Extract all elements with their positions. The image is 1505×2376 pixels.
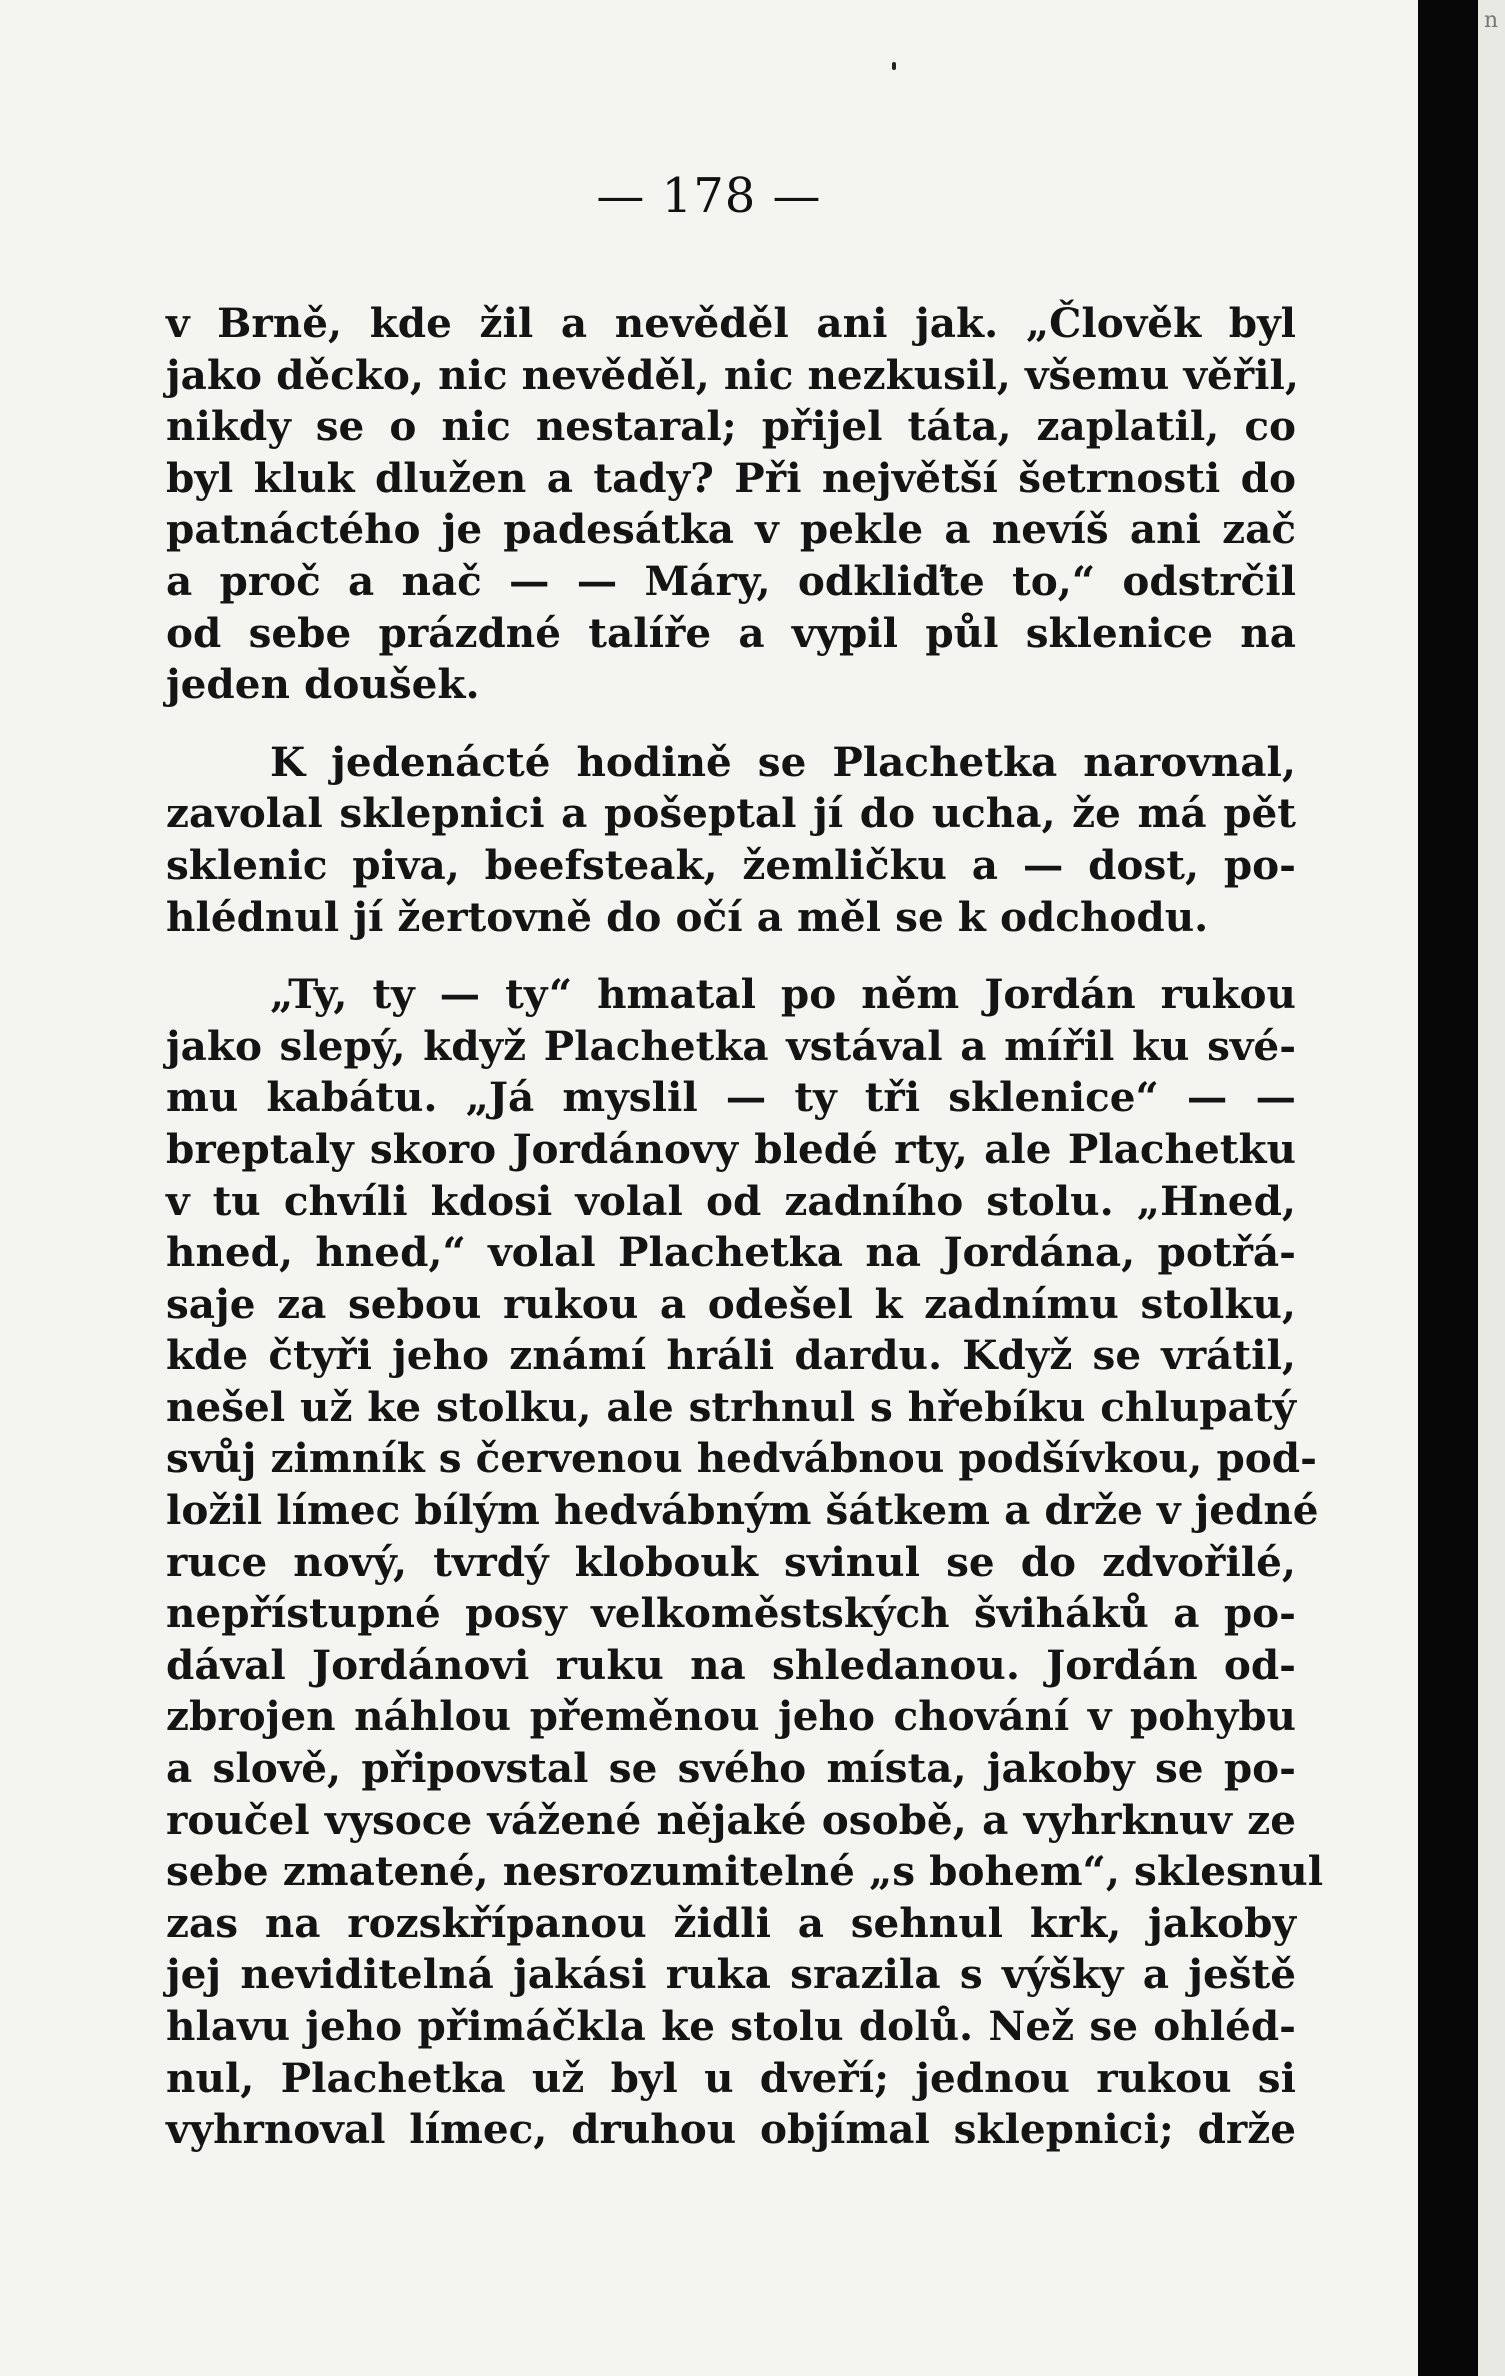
text-line: mu kabátu. „Já myslil — ty tři sklenice“ — —: [166, 1073, 1296, 1122]
text-line: ložil límec bílým hedvábným šátkem a drže v jedné: [166, 1486, 1319, 1535]
text-line: zavolal sklepnici a pošeptal jí do ucha, že má pět: [166, 789, 1296, 838]
text-line: byl kluk dlužen a tady? Při největší šetrnosti do: [166, 453, 1296, 502]
text-line: nešel už ke stolku, ale strhnul s hřebíku chlupatý: [166, 1382, 1296, 1431]
text-line: ruce nový, tvrdý klobouk svinul se do zdvořilé,: [166, 1537, 1296, 1586]
text-line: kde čtyři jeho známí hráli dardu. Když se vrátil,: [166, 1331, 1296, 1380]
text-line: v tu chvíli kdosi volal od zadního stolu. „Hned,: [166, 1176, 1296, 1225]
text-line: sebe zmatené, nesrozumitelné „s bohem“, sklesnul: [166, 1847, 1324, 1896]
page-number: — 178 —: [596, 168, 822, 224]
text-line: nikdy se o nic nestaral; přijel táta, zaplatil, co: [166, 402, 1296, 451]
paragraph-gap: [166, 711, 1296, 737]
text-line: „Ty, ty — ty“ hmatal po něm Jordán rukou: [270, 970, 1296, 1019]
next-page-edge: [1478, 0, 1505, 2376]
text-line: a proč a nač — — Máry, odkliďte to,“ odstrčil: [166, 556, 1296, 605]
text-line: dával Jordánovi ruku na shledanou. Jordán od-: [166, 1640, 1296, 1689]
text-line: nul, Plachetka už byl u dveří; jednou rukou si: [166, 2053, 1296, 2102]
text-line: jeden doušek.: [166, 660, 480, 709]
text-line: zas na rozskřípanou židli a sehnul krk, jakoby: [166, 1898, 1296, 1947]
text-line: a slově, připovstal se svého místa, jakoby se po-: [166, 1744, 1296, 1793]
text-line: nepřístupné posy velkoměstských šviháků a po-: [166, 1589, 1296, 1638]
text-line: svůj zimník s červenou hedvábnou podšívkou, pod-: [166, 1434, 1317, 1483]
text-line: sklenic piva, beefsteak, žemličku a — dost, po-: [166, 840, 1296, 889]
body-text: [166, 298, 1324, 2156]
text-line: od sebe prázdné talíře a vypil půl sklenice na: [166, 608, 1296, 657]
text-line: v Brně, kde žil a nevěděl ani jak. „Člověk byl: [166, 299, 1296, 347]
text-line: jako slepý, když Plachetka vstával a mířil ku své-: [166, 1021, 1296, 1070]
text-line: K jedenácté hodině se Plachetka narovnal,: [270, 737, 1296, 786]
print-speck: [892, 62, 896, 70]
text-line: saje za sebou rukou a odešel k zadnímu stolku,: [166, 1279, 1296, 1328]
text-line: hlédnul jí žertovně do očí a měl se k odchodu.: [166, 892, 1209, 941]
text-line: vyhrnoval límec, druhou objímal sklepnici; drže: [166, 2105, 1296, 2154]
text-line: jej neviditelná jakási ruka srazila s výšky a ještě: [166, 1950, 1296, 1999]
text-line: roučel vysoce vážené nějaké osobě, a vyhrknuv ze: [166, 1795, 1296, 1844]
text-line: hned, hned,“ volal Plachetka na Jordána, potřá-: [166, 1228, 1296, 1277]
text-line: zbrojen náhlou přeměnou jeho chování v pohybu: [166, 1692, 1296, 1741]
edge-mark: n: [1484, 8, 1499, 33]
text-line: hlavu jeho přimáčkla ke stolu dolů. Než se ohléd-: [166, 2002, 1296, 2050]
paragraph-gap: [166, 943, 1296, 969]
text-line: patnáctého je padesátka v pekle a nevíš ani zač: [166, 505, 1296, 554]
text-line: breptaly skoro Jordánovy bledé rty, ale Plachetku: [166, 1124, 1296, 1173]
text-line: jako děcko, nic nevěděl, nic nezkusil, všemu věřil,: [166, 350, 1299, 399]
